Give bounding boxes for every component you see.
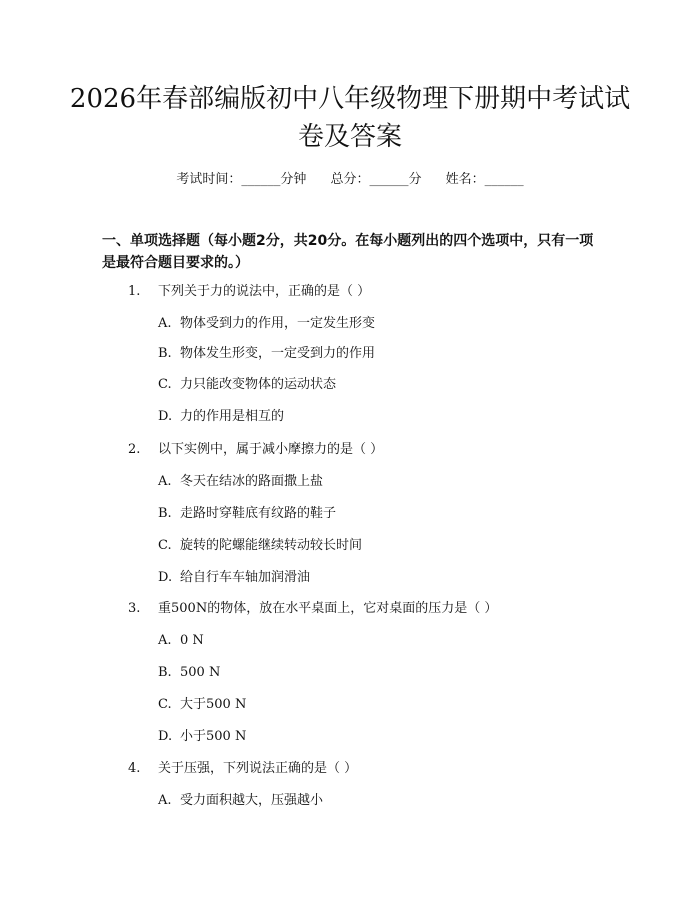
question-1-option-d bbox=[158, 408, 284, 426]
section-heading: 一、单项选择题（每小题2分，共20分。在每小题列出的四个选项中，只有一项是最符合题目要求的。） bbox=[102, 233, 594, 271]
option-letter: B. bbox=[158, 506, 172, 521]
question-3 bbox=[128, 600, 497, 618]
option-text: 小于500 N bbox=[180, 729, 247, 744]
question-2-option-a bbox=[158, 473, 323, 491]
option-letter: A. bbox=[158, 316, 172, 331]
option-text: 大于500 N bbox=[180, 697, 247, 712]
question-3-option-a bbox=[158, 632, 204, 650]
option-letter: C. bbox=[158, 377, 172, 392]
option-text: 给自行车车轴加润滑油 bbox=[180, 570, 311, 585]
question-2 bbox=[128, 441, 383, 459]
option-letter: D. bbox=[158, 729, 173, 744]
question-2-option-b bbox=[158, 505, 336, 523]
option-text: 0 N bbox=[180, 633, 204, 648]
page-title: 2026年春部编版初中八年级物理下册期中考试试卷及答案 bbox=[69, 84, 631, 152]
question-1-option-a bbox=[158, 315, 375, 333]
option-text: 走路时穿鞋底有纹路的鞋子 bbox=[180, 506, 337, 521]
question-number: 1. bbox=[128, 284, 141, 299]
question-3-option-c bbox=[158, 696, 246, 714]
option-letter: D. bbox=[158, 409, 173, 424]
exam-time-field: 考试时间：______分钟 bbox=[176, 172, 307, 187]
question-1 bbox=[128, 283, 370, 301]
question-number: 3. bbox=[128, 601, 141, 616]
question-2-option-c bbox=[158, 537, 362, 555]
question-number: 2. bbox=[128, 442, 141, 457]
question-text: 重500N的物体，放在水平桌面上，它对桌面的压力是（ ） bbox=[158, 601, 498, 616]
option-letter: A. bbox=[158, 633, 172, 648]
question-3-option-b bbox=[158, 664, 220, 682]
question-1-option-b bbox=[158, 345, 375, 363]
question-4 bbox=[128, 760, 357, 778]
option-letter: A. bbox=[158, 474, 172, 489]
question-4-option-a bbox=[158, 792, 323, 810]
exam-meta-line bbox=[0, 168, 700, 187]
question-text: 关于压强，下列说法正确的是（ ） bbox=[158, 761, 358, 776]
option-letter: C. bbox=[158, 697, 172, 712]
option-letter: A. bbox=[158, 793, 172, 808]
student-name-field: 姓名：______ bbox=[445, 172, 524, 187]
total-score-field: 总分：______分 bbox=[330, 172, 422, 187]
option-text: 力只能改变物体的运动状态 bbox=[180, 377, 337, 392]
question-text: 以下实例中，属于减小摩擦力的是（ ） bbox=[158, 442, 384, 457]
question-number: 4. bbox=[128, 761, 141, 776]
option-text: 500 N bbox=[180, 665, 221, 680]
option-text: 物体发生形变，一定受到力的作用 bbox=[180, 346, 376, 361]
option-text: 力的作用是相互的 bbox=[180, 409, 285, 424]
option-letter: D. bbox=[158, 570, 173, 585]
option-letter: B. bbox=[158, 665, 172, 680]
option-letter: B. bbox=[158, 346, 172, 361]
option-text: 旋转的陀螺能继续转动较长时间 bbox=[180, 538, 363, 553]
option-letter: C. bbox=[158, 538, 172, 553]
question-2-option-d bbox=[158, 569, 310, 587]
option-text: 冬天在结冰的路面撒上盐 bbox=[180, 474, 324, 489]
option-text: 物体受到力的作用，一定发生形变 bbox=[180, 316, 376, 331]
question-text: 下列关于力的说法中，正确的是（ ） bbox=[158, 284, 371, 299]
question-1-option-c bbox=[158, 376, 336, 394]
option-text: 受力面积越大，压强越小 bbox=[180, 793, 324, 808]
question-3-option-d bbox=[158, 728, 246, 746]
